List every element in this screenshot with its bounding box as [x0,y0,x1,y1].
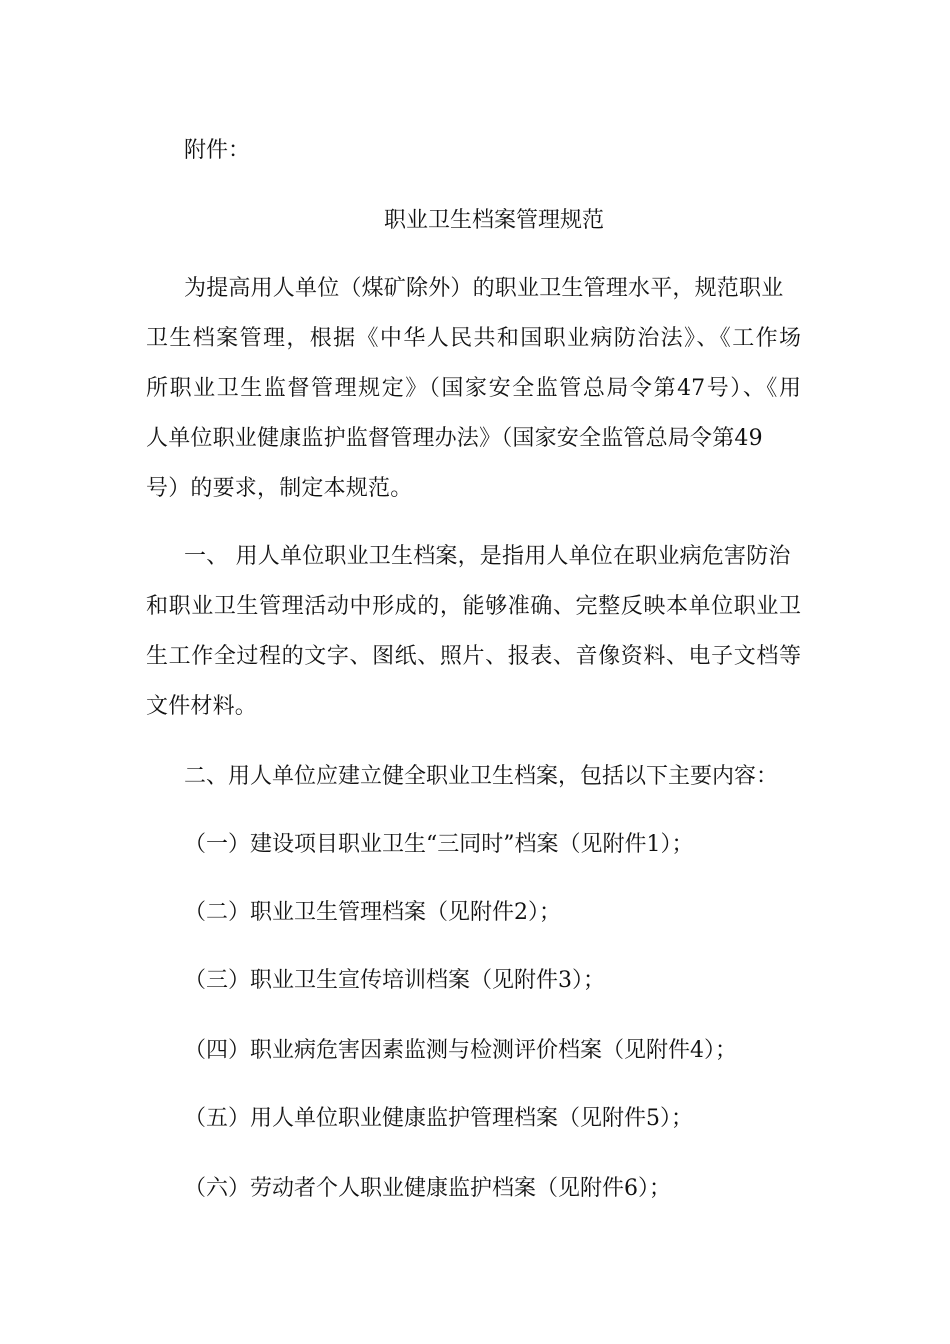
list-item: （三）职业卫生宣传培训档案（见附件3）； [184,968,605,993]
intro-line: 所职业卫生监督管理规定》（国家安全监管总局令第47号）、《用 [146,376,801,401]
list-item: （一）建设项目职业卫生“三同时”档案（见附件1）； [184,832,694,857]
document-title: 职业卫生档案管理规范 [384,208,605,233]
section-two-heading: 二、用人单位应建立健全职业卫生档案，包括以下主要内容： [184,764,779,789]
list-item: （二）职业卫生管理档案（见附件2）； [184,900,561,925]
intro-line: 卫生档案管理，根据《中华人民共和国职业病防治法》、《工作场 [146,326,801,351]
intro-line: 为提高用人单位（煤矿除外）的职业卫生管理水平，规范职业 [184,276,784,301]
attachment-label: 附件： [184,138,251,163]
section-one-line: 一、 用人单位职业卫生档案，是指用人单位在职业病危害防治 [184,544,791,569]
section-one-line: 和职业卫生管理活动中形成的，能够准确、完整反映本单位职业卫 [146,594,801,619]
section-one-line: 生工作全过程的文字、图纸、照片、报表、音像资料、电子文档等 [146,644,801,669]
intro-line: 人单位职业健康监护监督管理办法》（国家安全监管总局令第49 [146,426,763,451]
list-item: （四）职业病危害因素监测与检测评价档案（见附件4）； [184,1038,737,1063]
list-item: （六）劳动者个人职业健康监护档案（见附件6）； [184,1176,671,1201]
section-one-line: 文件材料。 [146,694,258,719]
list-item: （五）用人单位职业健康监护管理档案（见附件5）； [184,1106,693,1131]
intro-line: 号）的要求，制定本规范。 [146,476,413,501]
